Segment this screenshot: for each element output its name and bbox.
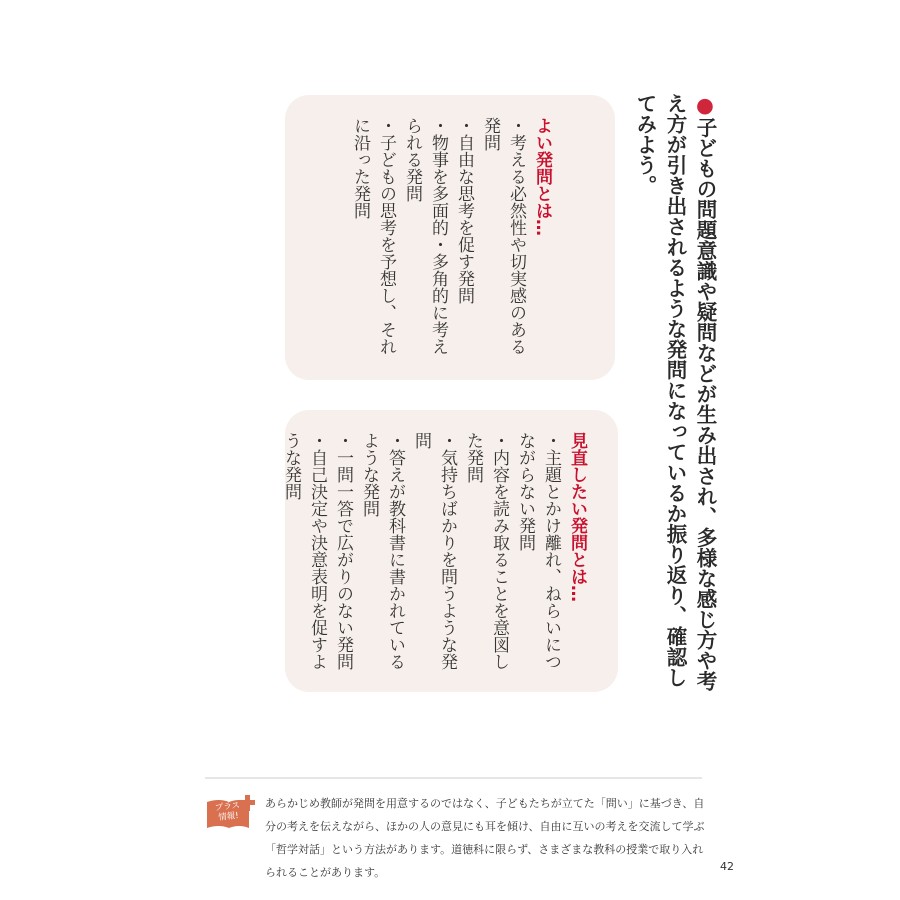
list-item: ・物事を多面的・多角的に考えられる発問 [402,117,448,355]
good-box-title: よい発問とは… [532,117,552,236]
divider [205,777,702,779]
plus-info-badge-label: プラス情報! [214,800,241,824]
plus-info-badge [205,794,257,832]
list-item: ・自己決定や決意表明を促すような発問 [281,432,327,670]
good-question-box [285,95,615,380]
review-question-box [281,410,618,692]
list-item: ・子どもの思考を予想し、それに沿った発問 [350,117,396,355]
list-item: ・気持ちばかりを問うような発問 [411,432,457,670]
list-item: ・主題とかけ離れ、ねらいにつながらない発問 [515,432,561,670]
bullet-icon: ● [693,93,717,117]
list-item: ・一問一答で広がりのない発問 [333,432,353,670]
page-number: 42 [720,860,734,873]
main-heading [630,93,720,703]
list-item: ・内容を読み取ることを意図した発問 [463,432,509,670]
review-box-title: 見直したい発問とは… [567,432,587,602]
list-item: ・答えが教科書に書かれているような発問 [359,432,405,670]
list-item: ・自由な思考を促す発問 [454,117,474,304]
list-item: ・考える必然性や切実感のある発問 [480,117,526,355]
heading-text: 子どもの問題意識や疑問などが生み出され、多様な感じ方や考え方が引き出されるような発問になっているか振り返り、確認してみよう。 [633,93,717,691]
plus-info-text: あらかじめ教師が発問を用意するのではなく、子どもたちが立てた「問い」に基づき、自分の考えを伝えながら、ほかの人の意見にも耳を傾け、自由に互いの考えを交流して学ぶ「哲学対話」という方法があります。道徳科に限らず、さまざまな教科の授業で取り入れられることがあります。 [265,797,705,879]
